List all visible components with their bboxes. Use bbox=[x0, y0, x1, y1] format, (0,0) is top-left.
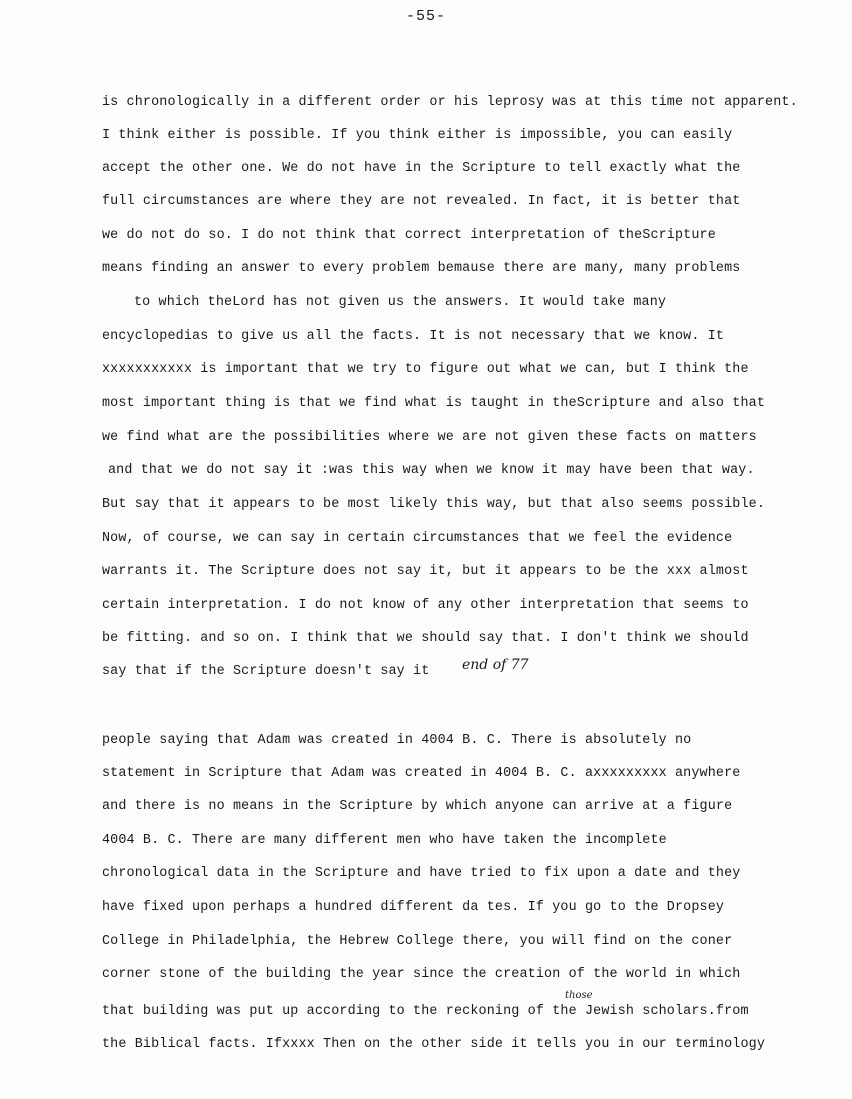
handwritten-note: end of 77 bbox=[462, 657, 529, 673]
paragraph1-line: full circumstances are where they are not revealed. In fact, it is better that bbox=[102, 194, 741, 209]
paragraph2-line: College in Philadelphia, the Hebrew College there, you will find on the coner bbox=[102, 934, 733, 949]
paragraph2-line: people saying that Adam was created in 4004 B. C. There is absolutely no bbox=[102, 733, 692, 748]
paragraph2-line: statement in Scripture that Adam was created in 4004 B. C. axxxxxxxxx anywhere bbox=[102, 766, 741, 781]
paragraph2-line: have fixed upon perhaps a hundred different da tes. If you go to the Dropsey bbox=[102, 900, 725, 915]
paragraph1-line: warrants it. The Scripture does not say it, but it appears to be the xxx almost bbox=[102, 564, 749, 579]
handwritten-insert: those bbox=[565, 990, 593, 1001]
paragraph2-line: and there is no means in the Scripture by which anyone can arrive at a figure bbox=[102, 799, 733, 814]
paragraph1-line: be fitting. and so on. I think that we should say that. I don't think we should bbox=[102, 631, 749, 646]
paragraph1-line: certain interpretation. I do not know of any other interpretation that seems to bbox=[102, 598, 749, 613]
paragraph2-line: that building was put up according to the reckoning of the Jewish scholars.from bbox=[102, 1004, 749, 1019]
paragraph1-line: and that we do not say it :was this way when we know it may have been that way. bbox=[108, 463, 755, 478]
paragraph2-line: 4004 B. C. There are many different men who have taken the incomplete bbox=[102, 833, 667, 848]
paragraph1-line: encyclopedias to give us all the facts. It is not necessary that we know. It bbox=[102, 329, 725, 344]
paragraph1-line: we do not do so. I do not think that correct interpretation of theScripture bbox=[102, 228, 716, 243]
paragraph1-line: xxxxxxxxxxx is important that we try to figure out what we can, but I think the bbox=[102, 362, 749, 377]
paragraph1-line: is chronologically in a different order or his leprosy was at this time not apparent. bbox=[102, 95, 798, 110]
paragraph2-line: the Biblical facts. Ifxxxx Then on the other side it tells you in our terminology bbox=[102, 1037, 766, 1052]
paragraph1-line: say that if the Scripture doesn't say it bbox=[102, 664, 430, 679]
paragraph1-line: I think either is possible. If you think either is impossible, you can easily bbox=[102, 128, 733, 143]
paragraph1-line: But say that it appears to be most likely this way, but that also seems possible. bbox=[102, 497, 766, 512]
paragraph1-line: means finding an answer to every problem bemause there are many, many problems bbox=[102, 261, 741, 276]
paragraph1-line: to which theLord has not given us the answers. It would take many bbox=[134, 295, 667, 310]
page-number: -55- bbox=[405, 8, 446, 25]
paragraph1-line: we find what are the possibilities where we are not given these facts on matters bbox=[102, 430, 757, 445]
paragraph1-line: most important thing is that we find what is taught in theScripture and also that bbox=[102, 396, 766, 411]
paragraph1-line: Now, of course, we can say in certain circumstances that we feel the evidence bbox=[102, 531, 733, 546]
paragraph2-line: chronological data in the Scripture and have tried to fix upon a date and they bbox=[102, 866, 741, 881]
paragraph2-line: corner stone of the building the year since the creation of the world in which bbox=[102, 967, 741, 982]
paragraph1-line: accept the other one. We do not have in the Scripture to tell exactly what the bbox=[102, 161, 741, 176]
